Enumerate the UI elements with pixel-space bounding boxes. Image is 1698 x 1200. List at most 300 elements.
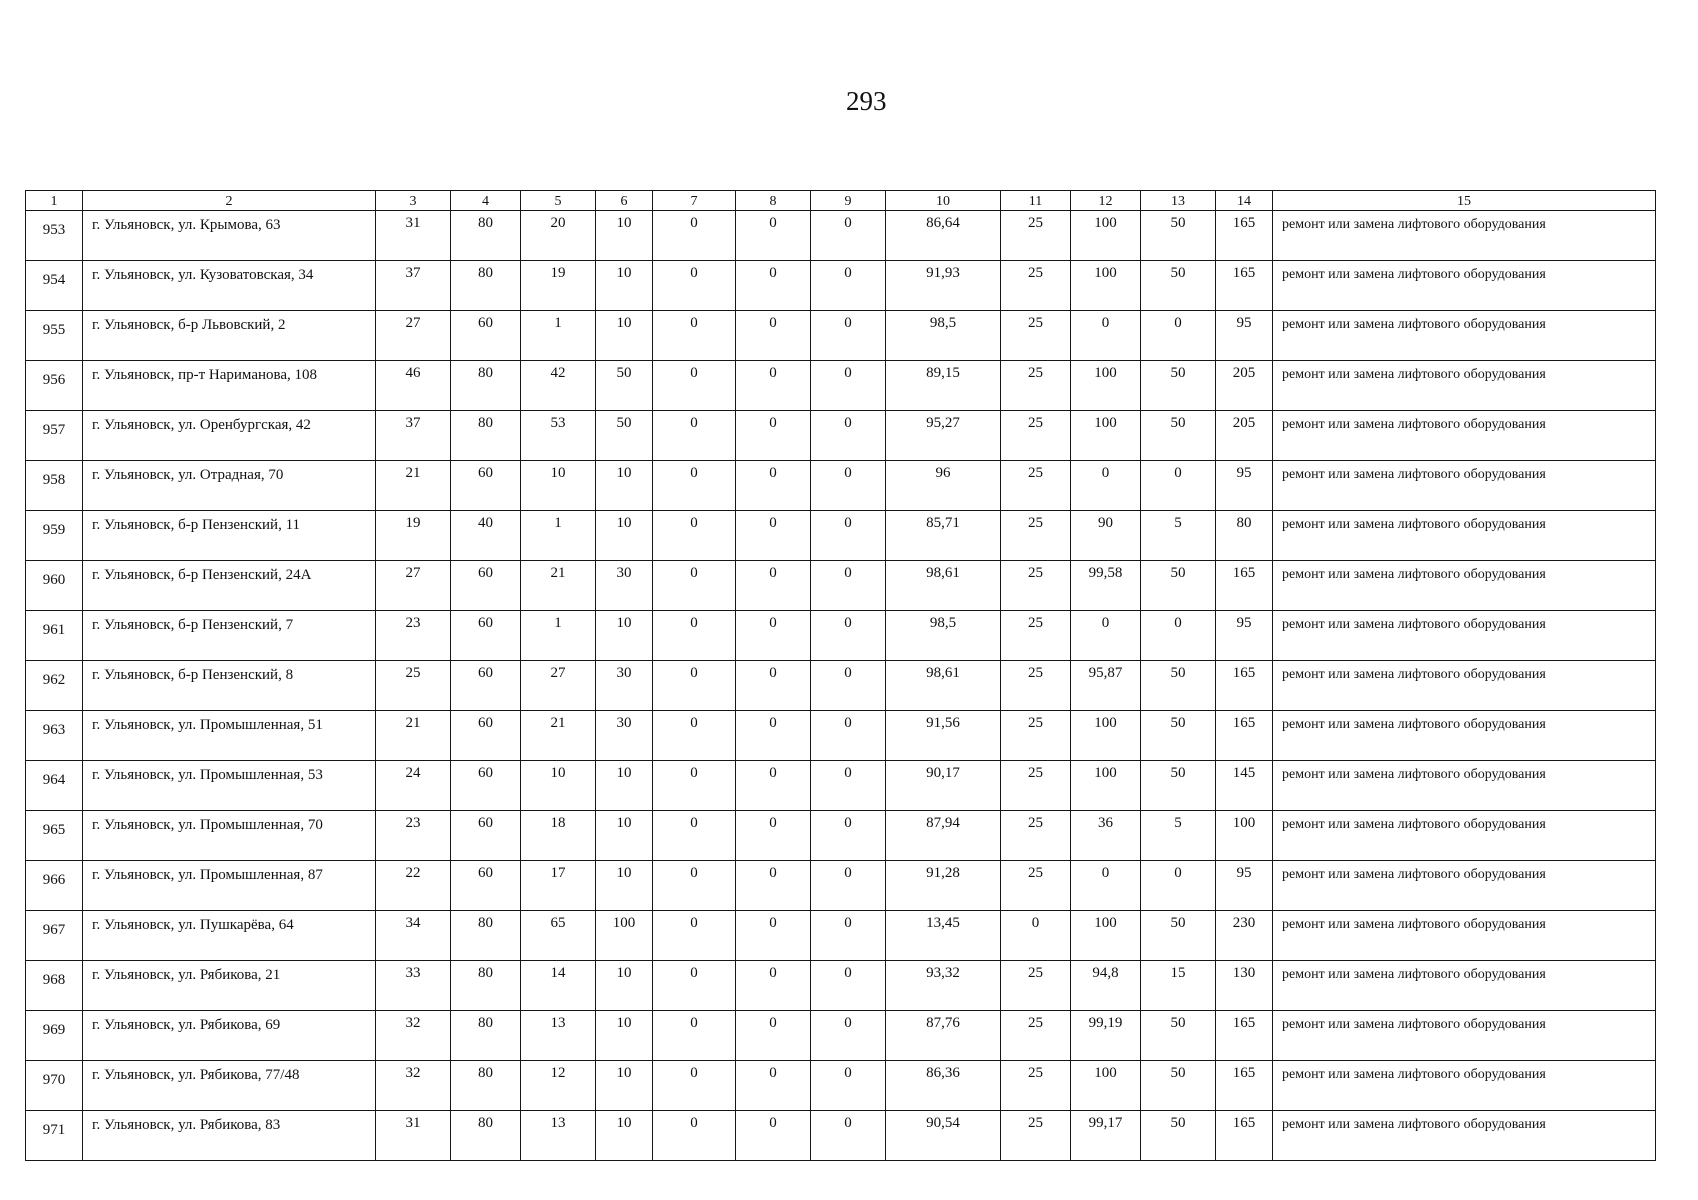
value-cell-col-5: 65: [521, 911, 596, 961]
row-number-cell: 971: [26, 1111, 83, 1161]
row-number-cell: 956: [26, 361, 83, 411]
value-cell-col-9: 0: [811, 211, 886, 261]
value-cell-col-3: 31: [376, 1111, 451, 1161]
value-cell-col-6: 30: [596, 661, 653, 711]
value-cell-col-3: 24: [376, 761, 451, 811]
value-cell-col-8: 0: [736, 1111, 811, 1161]
value-cell-col-13: 50: [1141, 761, 1216, 811]
value-cell-col-11: 25: [1001, 1011, 1071, 1061]
value-cell-col-8: 0: [736, 961, 811, 1011]
value-cell-col-4: 60: [451, 711, 521, 761]
value-cell-col-13: 50: [1141, 1011, 1216, 1061]
value-cell-col-14: 95: [1216, 311, 1273, 361]
address-cell: г. Ульяновск, ул. Промышленная, 87: [83, 861, 376, 911]
value-cell-col-9: 0: [811, 1111, 886, 1161]
value-cell-col-5: 13: [521, 1011, 596, 1061]
value-cell-col-4: 40: [451, 511, 521, 561]
address-cell: г. Ульяновск, б-р Львовский, 2: [83, 311, 376, 361]
value-cell-col-3: 21: [376, 711, 451, 761]
value-cell-col-8: 0: [736, 661, 811, 711]
value-cell-col-10: 89,15: [886, 361, 1001, 411]
value-cell-col-6: 10: [596, 1061, 653, 1111]
work-type-cell: ремонт или замена лифтового оборудования: [1273, 761, 1656, 811]
value-cell-col-7: 0: [653, 1111, 736, 1161]
value-cell-col-6: 50: [596, 411, 653, 461]
row-number-cell: 967: [26, 911, 83, 961]
value-cell-col-7: 0: [653, 561, 736, 611]
value-cell-col-4: 80: [451, 1061, 521, 1111]
value-cell-col-4: 80: [451, 961, 521, 1011]
work-type-cell: ремонт или замена лифтового оборудования: [1273, 611, 1656, 661]
value-cell-col-13: 50: [1141, 561, 1216, 611]
value-cell-col-7: 0: [653, 1011, 736, 1061]
value-cell-col-14: 95: [1216, 861, 1273, 911]
row-number-cell: 962: [26, 661, 83, 711]
table-row: [26, 1011, 1656, 1061]
value-cell-col-6: 10: [596, 261, 653, 311]
address-cell: г. Ульяновск, б-р Пензенский, 24А: [83, 561, 376, 611]
work-type-cell: ремонт или замена лифтового оборудования: [1273, 261, 1656, 311]
value-cell-col-14: 95: [1216, 461, 1273, 511]
row-number-cell: 970: [26, 1061, 83, 1111]
value-cell-col-14: 165: [1216, 261, 1273, 311]
value-cell-col-8: 0: [736, 861, 811, 911]
value-cell-col-7: 0: [653, 761, 736, 811]
value-cell-col-11: 25: [1001, 1061, 1071, 1111]
value-cell-col-11: 25: [1001, 961, 1071, 1011]
value-cell-col-10: 87,76: [886, 1011, 1001, 1061]
value-cell-col-9: 0: [811, 961, 886, 1011]
value-cell-col-8: 0: [736, 311, 811, 361]
value-cell-col-9: 0: [811, 561, 886, 611]
value-cell-col-9: 0: [811, 661, 886, 711]
value-cell-col-5: 1: [521, 511, 596, 561]
value-cell-col-3: 33: [376, 961, 451, 1011]
value-cell-col-7: 0: [653, 261, 736, 311]
value-cell-col-12: 99,19: [1071, 1011, 1141, 1061]
work-type-cell: ремонт или замена лифтового оборудования: [1273, 961, 1656, 1011]
value-cell-col-7: 0: [653, 711, 736, 761]
work-type-cell: ремонт или замена лифтового оборудования: [1273, 211, 1656, 261]
value-cell-col-4: 60: [451, 661, 521, 711]
value-cell-col-11: 25: [1001, 761, 1071, 811]
value-cell-col-9: 0: [811, 811, 886, 861]
value-cell-col-4: 60: [451, 811, 521, 861]
table-body: [26, 211, 1656, 1161]
value-cell-col-7: 0: [653, 1061, 736, 1111]
row-number-cell: 965: [26, 811, 83, 861]
value-cell-col-14: 230: [1216, 911, 1273, 961]
value-cell-col-4: 60: [451, 461, 521, 511]
value-cell-col-3: 37: [376, 261, 451, 311]
value-cell-col-9: 0: [811, 411, 886, 461]
value-cell-col-6: 50: [596, 361, 653, 411]
value-cell-col-14: 165: [1216, 1011, 1273, 1061]
row-number-cell: 961: [26, 611, 83, 661]
value-cell-col-12: 0: [1071, 461, 1141, 511]
value-cell-col-9: 0: [811, 311, 886, 361]
work-type-cell: ремонт или замена лифтового оборудования: [1273, 511, 1656, 561]
address-cell: г. Ульяновск, ул. Промышленная, 51: [83, 711, 376, 761]
row-number-cell: 968: [26, 961, 83, 1011]
value-cell-col-4: 80: [451, 1111, 521, 1161]
value-cell-col-4: 80: [451, 361, 521, 411]
address-cell: г. Ульяновск, пр-т Нариманова, 108: [83, 361, 376, 411]
column-number-header: 2: [83, 191, 376, 211]
value-cell-col-14: 165: [1216, 661, 1273, 711]
table-row: [26, 911, 1656, 961]
value-cell-col-5: 27: [521, 661, 596, 711]
value-cell-col-13: 50: [1141, 911, 1216, 961]
value-cell-col-9: 0: [811, 1011, 886, 1061]
value-cell-col-3: 32: [376, 1011, 451, 1061]
value-cell-col-8: 0: [736, 811, 811, 861]
address-cell: г. Ульяновск, ул. Кузоватовская, 34: [83, 261, 376, 311]
value-cell-col-7: 0: [653, 911, 736, 961]
address-cell: г. Ульяновск, ул. Отрадная, 70: [83, 461, 376, 511]
value-cell-col-9: 0: [811, 461, 886, 511]
value-cell-col-10: 90,17: [886, 761, 1001, 811]
column-number-header: 7: [653, 191, 736, 211]
table-row: [26, 711, 1656, 761]
work-type-cell: ремонт или замена лифтового оборудования: [1273, 1111, 1656, 1161]
address-cell: г. Ульяновск, б-р Пензенский, 8: [83, 661, 376, 711]
value-cell-col-13: 50: [1141, 261, 1216, 311]
value-cell-col-12: 0: [1071, 861, 1141, 911]
value-cell-col-6: 10: [596, 511, 653, 561]
value-cell-col-11: 25: [1001, 361, 1071, 411]
value-cell-col-11: 25: [1001, 711, 1071, 761]
value-cell-col-6: 10: [596, 761, 653, 811]
value-cell-col-6: 10: [596, 1011, 653, 1061]
value-cell-col-13: 0: [1141, 311, 1216, 361]
value-cell-col-12: 100: [1071, 1061, 1141, 1111]
row-number-cell: 964: [26, 761, 83, 811]
value-cell-col-14: 130: [1216, 961, 1273, 1011]
work-type-cell: ремонт или замена лифтового оборудования: [1273, 361, 1656, 411]
value-cell-col-4: 60: [451, 761, 521, 811]
value-cell-col-11: 25: [1001, 811, 1071, 861]
table-row: [26, 961, 1656, 1011]
value-cell-col-4: 80: [451, 211, 521, 261]
value-cell-col-3: 25: [376, 661, 451, 711]
value-cell-col-9: 0: [811, 511, 886, 561]
value-cell-col-12: 95,87: [1071, 661, 1141, 711]
address-cell: г. Ульяновск, ул. Рябикова, 21: [83, 961, 376, 1011]
work-type-cell: ремонт или замена лифтового оборудования: [1273, 1011, 1656, 1061]
value-cell-col-11: 25: [1001, 511, 1071, 561]
value-cell-col-5: 18: [521, 811, 596, 861]
value-cell-col-5: 42: [521, 361, 596, 411]
row-number-cell: 953: [26, 211, 83, 261]
row-number-cell: 969: [26, 1011, 83, 1061]
value-cell-col-14: 100: [1216, 811, 1273, 861]
value-cell-col-10: 98,5: [886, 611, 1001, 661]
value-cell-col-7: 0: [653, 511, 736, 561]
value-cell-col-13: 50: [1141, 1111, 1216, 1161]
value-cell-col-10: 13,45: [886, 911, 1001, 961]
value-cell-col-9: 0: [811, 861, 886, 911]
value-cell-col-14: 165: [1216, 211, 1273, 261]
value-cell-col-10: 95,27: [886, 411, 1001, 461]
column-number-header: 14: [1216, 191, 1273, 211]
work-type-cell: ремонт или замена лифтового оборудования: [1273, 1061, 1656, 1111]
value-cell-col-10: 91,93: [886, 261, 1001, 311]
value-cell-col-4: 60: [451, 861, 521, 911]
address-cell: г. Ульяновск, б-р Пензенский, 11: [83, 511, 376, 561]
value-cell-col-10: 98,5: [886, 311, 1001, 361]
value-cell-col-13: 0: [1141, 461, 1216, 511]
value-cell-col-13: 0: [1141, 611, 1216, 661]
value-cell-col-13: 50: [1141, 361, 1216, 411]
value-cell-col-5: 12: [521, 1061, 596, 1111]
value-cell-col-7: 0: [653, 661, 736, 711]
value-cell-col-6: 30: [596, 711, 653, 761]
row-number-cell: 960: [26, 561, 83, 611]
value-cell-col-13: 50: [1141, 211, 1216, 261]
value-cell-col-4: 80: [451, 261, 521, 311]
value-cell-col-5: 1: [521, 611, 596, 661]
value-cell-col-12: 0: [1071, 311, 1141, 361]
work-type-cell: ремонт или замена лифтового оборудования: [1273, 861, 1656, 911]
table-row: [26, 1111, 1656, 1161]
value-cell-col-5: 17: [521, 861, 596, 911]
value-cell-col-14: 165: [1216, 561, 1273, 611]
value-cell-col-8: 0: [736, 761, 811, 811]
column-number-header: 13: [1141, 191, 1216, 211]
address-cell: г. Ульяновск, ул. Пушкарёва, 64: [83, 911, 376, 961]
value-cell-col-9: 0: [811, 911, 886, 961]
value-cell-col-12: 99,58: [1071, 561, 1141, 611]
value-cell-col-12: 100: [1071, 911, 1141, 961]
value-cell-col-12: 100: [1071, 211, 1141, 261]
address-cell: г. Ульяновск, ул. Рябикова, 77/48: [83, 1061, 376, 1111]
value-cell-col-13: 15: [1141, 961, 1216, 1011]
column-number-header: 15: [1273, 191, 1656, 211]
value-cell-col-4: 60: [451, 561, 521, 611]
table-row: [26, 761, 1656, 811]
value-cell-col-14: 165: [1216, 711, 1273, 761]
address-cell: г. Ульяновск, б-р Пензенский, 7: [83, 611, 376, 661]
value-cell-col-12: 100: [1071, 711, 1141, 761]
value-cell-col-8: 0: [736, 361, 811, 411]
value-cell-col-6: 10: [596, 461, 653, 511]
value-cell-col-7: 0: [653, 311, 736, 361]
value-cell-col-4: 60: [451, 311, 521, 361]
value-cell-col-6: 10: [596, 861, 653, 911]
table-row: [26, 361, 1656, 411]
value-cell-col-8: 0: [736, 211, 811, 261]
work-type-cell: ремонт или замена лифтового оборудования: [1273, 461, 1656, 511]
value-cell-col-10: 93,32: [886, 961, 1001, 1011]
value-cell-col-11: 25: [1001, 611, 1071, 661]
value-cell-col-6: 100: [596, 911, 653, 961]
value-cell-col-3: 23: [376, 811, 451, 861]
value-cell-col-11: 25: [1001, 561, 1071, 611]
value-cell-col-5: 19: [521, 261, 596, 311]
value-cell-col-8: 0: [736, 511, 811, 561]
column-number-header: 11: [1001, 191, 1071, 211]
value-cell-col-10: 85,71: [886, 511, 1001, 561]
value-cell-col-5: 13: [521, 1111, 596, 1161]
value-cell-col-12: 100: [1071, 411, 1141, 461]
value-cell-col-6: 30: [596, 561, 653, 611]
value-cell-col-13: 0: [1141, 861, 1216, 911]
value-cell-col-10: 91,28: [886, 861, 1001, 911]
value-cell-col-12: 90: [1071, 511, 1141, 561]
value-cell-col-11: 25: [1001, 411, 1071, 461]
value-cell-col-8: 0: [736, 411, 811, 461]
value-cell-col-9: 0: [811, 361, 886, 411]
value-cell-col-13: 5: [1141, 511, 1216, 561]
work-type-cell: ремонт или замена лифтового оборудования: [1273, 561, 1656, 611]
value-cell-col-11: 25: [1001, 461, 1071, 511]
value-cell-col-6: 10: [596, 311, 653, 361]
value-cell-col-12: 94,8: [1071, 961, 1141, 1011]
row-number-cell: 966: [26, 861, 83, 911]
value-cell-col-10: 86,64: [886, 211, 1001, 261]
value-cell-col-8: 0: [736, 1061, 811, 1111]
value-cell-col-5: 10: [521, 461, 596, 511]
value-cell-col-7: 0: [653, 611, 736, 661]
table-row: [26, 811, 1656, 861]
value-cell-col-12: 0: [1071, 611, 1141, 661]
row-number-cell: 959: [26, 511, 83, 561]
table-row: [26, 411, 1656, 461]
value-cell-col-10: 86,36: [886, 1061, 1001, 1111]
value-cell-col-7: 0: [653, 411, 736, 461]
column-number-header: 3: [376, 191, 451, 211]
value-cell-col-13: 50: [1141, 1061, 1216, 1111]
column-number-header: 9: [811, 191, 886, 211]
value-cell-col-14: 205: [1216, 361, 1273, 411]
table-row: [26, 661, 1656, 711]
value-cell-col-5: 21: [521, 711, 596, 761]
column-number-header: 12: [1071, 191, 1141, 211]
value-cell-col-13: 50: [1141, 711, 1216, 761]
value-cell-col-8: 0: [736, 561, 811, 611]
value-cell-col-5: 53: [521, 411, 596, 461]
value-cell-col-11: 25: [1001, 661, 1071, 711]
value-cell-col-14: 165: [1216, 1111, 1273, 1161]
value-cell-col-9: 0: [811, 611, 886, 661]
table-row: [26, 561, 1656, 611]
value-cell-col-8: 0: [736, 261, 811, 311]
row-number-cell: 958: [26, 461, 83, 511]
table-row: [26, 511, 1656, 561]
value-cell-col-7: 0: [653, 211, 736, 261]
address-cell: г. Ульяновск, ул. Оренбургская, 42: [83, 411, 376, 461]
column-number-header: 1: [26, 191, 83, 211]
value-cell-col-12: 100: [1071, 261, 1141, 311]
value-cell-col-8: 0: [736, 1011, 811, 1061]
value-cell-col-7: 0: [653, 361, 736, 411]
value-cell-col-3: 31: [376, 211, 451, 261]
work-type-cell: ремонт или замена лифтового оборудования: [1273, 911, 1656, 961]
value-cell-col-7: 0: [653, 811, 736, 861]
value-cell-col-13: 5: [1141, 811, 1216, 861]
value-cell-col-13: 50: [1141, 411, 1216, 461]
value-cell-col-8: 0: [736, 911, 811, 961]
value-cell-col-11: 25: [1001, 1111, 1071, 1161]
work-type-cell: ремонт или замена лифтового оборудования: [1273, 811, 1656, 861]
value-cell-col-12: 100: [1071, 761, 1141, 811]
value-cell-col-7: 0: [653, 961, 736, 1011]
value-cell-col-8: 0: [736, 461, 811, 511]
value-cell-col-8: 0: [736, 711, 811, 761]
column-number-header: 4: [451, 191, 521, 211]
value-cell-col-14: 95: [1216, 611, 1273, 661]
work-type-cell: ремонт или замена лифтового оборудования: [1273, 711, 1656, 761]
value-cell-col-10: 87,94: [886, 811, 1001, 861]
column-number-header: 10: [886, 191, 1001, 211]
value-cell-col-5: 20: [521, 211, 596, 261]
value-cell-col-14: 205: [1216, 411, 1273, 461]
table-row: [26, 861, 1656, 911]
value-cell-col-4: 80: [451, 911, 521, 961]
value-cell-col-3: 27: [376, 561, 451, 611]
value-cell-col-3: 21: [376, 461, 451, 511]
value-cell-col-9: 0: [811, 711, 886, 761]
row-number-cell: 955: [26, 311, 83, 361]
table-row: [26, 311, 1656, 361]
column-number-header: 5: [521, 191, 596, 211]
value-cell-col-9: 0: [811, 761, 886, 811]
value-cell-col-14: 145: [1216, 761, 1273, 811]
value-cell-col-6: 10: [596, 961, 653, 1011]
value-cell-col-7: 0: [653, 861, 736, 911]
value-cell-col-5: 1: [521, 311, 596, 361]
value-cell-col-3: 23: [376, 611, 451, 661]
address-cell: г. Ульяновск, ул. Крымова, 63: [83, 211, 376, 261]
value-cell-col-3: 27: [376, 311, 451, 361]
table-row: [26, 211, 1656, 261]
address-cell: г. Ульяновск, ул. Рябикова, 83: [83, 1111, 376, 1161]
value-cell-col-5: 21: [521, 561, 596, 611]
value-cell-col-12: 99,17: [1071, 1111, 1141, 1161]
value-cell-col-9: 0: [811, 261, 886, 311]
table-row: [26, 611, 1656, 661]
address-cell: г. Ульяновск, ул. Промышленная, 53: [83, 761, 376, 811]
value-cell-col-3: 32: [376, 1061, 451, 1111]
table-row: [26, 261, 1656, 311]
value-cell-col-14: 80: [1216, 511, 1273, 561]
work-type-cell: ремонт или замена лифтового оборудования: [1273, 661, 1656, 711]
value-cell-col-10: 91,56: [886, 711, 1001, 761]
value-cell-col-10: 90,54: [886, 1111, 1001, 1161]
address-cell: г. Ульяновск, ул. Рябикова, 69: [83, 1011, 376, 1061]
value-cell-col-4: 60: [451, 611, 521, 661]
value-cell-col-3: 46: [376, 361, 451, 411]
value-cell-col-4: 80: [451, 1011, 521, 1061]
value-cell-col-3: 22: [376, 861, 451, 911]
value-cell-col-6: 10: [596, 811, 653, 861]
value-cell-col-12: 36: [1071, 811, 1141, 861]
value-cell-col-11: 25: [1001, 261, 1071, 311]
data-table: [25, 190, 1656, 1161]
value-cell-col-6: 10: [596, 611, 653, 661]
table-row: [26, 461, 1656, 511]
row-number-cell: 957: [26, 411, 83, 461]
value-cell-col-4: 80: [451, 411, 521, 461]
value-cell-col-3: 37: [376, 411, 451, 461]
table-header: [26, 191, 1656, 211]
value-cell-col-11: 25: [1001, 861, 1071, 911]
value-cell-col-5: 14: [521, 961, 596, 1011]
work-type-cell: ремонт или замена лифтового оборудования: [1273, 311, 1656, 361]
page-number: 293: [846, 86, 887, 116]
row-number-cell: 954: [26, 261, 83, 311]
